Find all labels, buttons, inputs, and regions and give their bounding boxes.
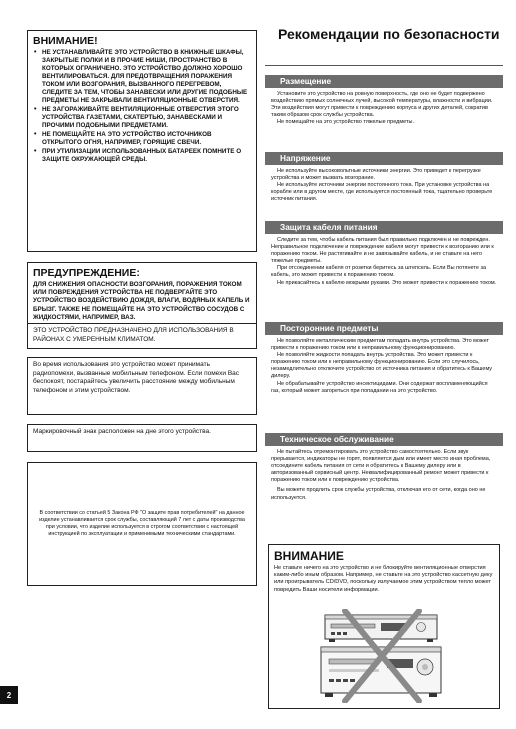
section-paragraph: Не пытайтесь отремонтировать это устройство самостоятельно. Если звук прерывается, индикаторы не горят, появляется дым или имеет место иная проблема, отсоедините кабель питания от сети и обратитесь к Вашему дилеру или в авторизованный сервисный центр. Неквалифицированный ремонт может привести к поражению током или к повреждению устройства. [271,449,491,484]
warning-box [27,30,257,252]
section-paragraph: Установите это устройство на ровную поверхность, где оно не будет подвержено воздействию прямых солнечных лучей, высокой температуры, влажности и вибрации. Эти воздействия могут привести к повреждению корпуса и других деталей, сократив таким образом срок службы устройства. [271,91,493,119]
service-life-text: В соответствии со статьей 5 Закона РФ "О защите прав потребителей" на данное изделие устанавливается срок службы, составляющий 7 лет с даты производства при условии, что изделие используется в строгом соответствии с настоящей инструкцией по эксплуатации и применимыми техническими стандартами. [39,509,245,538]
section-paragraph: Следите за тем, чтобы кабель питания был правильно подключен и не поврежден. Неправильное подключение и повреждение кабеля могут привести к возгоранию или к поражению током. Не растягивайте и не завязывайте кабель, и не ставьте на него тяжелые предметы. [271,237,494,265]
warning-item: • ПРИ УТИЛИЗАЦИИ ИСПОЛЬЗОВАННЫХ БАТАРЕЕК ПОМНИТЕ О ЗАЩИТЕ ОКРУЖАЮЩЕЙ СРЕДЫ. [33,148,251,164]
page-number: 2 [0,686,18,704]
section-heading: Посторонние предметы [265,322,503,335]
radio-interference-text: Во время использования это устройство может принимать радиопомехи, вызванные мобильным телефоном. Если помехи Вас беспокоят, постарайтесь увеличить расстояние между мобильным телефоном и этим устройством. [33,361,240,394]
warning-item: • НЕ УСТАНАВЛИВАЙТЕ ЭТО УСТРОЙСТВО В КНИЖНЫЕ ШКАФЫ, ЗАКРЫТЫЕ ПОЛКИ И В ПРОЧИЕ НИШИ, ПРОСТРАНСТВО В КОТОРЫХ ОГРАНИЧЕНО. ЭТО УСТРОЙСТВО ДОЛЖНО ХОРОШО ВЕНТИЛИРОВАТЬСЯ. ДЛЯ ПРЕДОТВРАЩЕНИЯ ПОРАЖЕНИЯ ТОКОМ ИЛИ ВОЗГОРАНИЯ, ВЫЗВАННОГО ПЕРЕГРЕВОМ, СЛЕДИТЕ ЗА ТЕМ, ЧТОБЫ ЗАНАВЕСКИ ИЛИ ДРУГИЕ ПОДОБНЫЕ ПРЕДМЕТЫ НЕ ЗАКРЫВАЛИ ВЕНТИЛЯЦИОННЫЕ ОТВЕРСТИЯ. [33,49,251,105]
warning-item: • НЕ ПОМЕЩАЙТЕ НА ЭТО УСТРОЙСТВО ИСТОЧНИКОВ ОТКРЫТОГО ОГНЯ, НАПРИМЕР, ГОРЯЩИЕ СВЕЧИ. [33,131,251,147]
attention-box [268,544,500,709]
caution-title: ПРЕДУПРЕЖДЕНИЕ: [33,267,140,279]
section-paragraph: При отсоединении кабеля от розетки беритесь за штепсель. Если Вы потянете за кабель, это может привести к поражению током. [271,265,487,279]
attention-text: Не ставьте ничего на это устройство и не блокируйте вентиляционные отверстия каким-либо иным образом. Например, не ставьте на это устройство кассетную деку или проигрыватель CD/DVD, поскольку излучаемое этим устройством тепло может повредить Ваши носители информации. [274,565,493,593]
section-paragraph: Не используйте высоковольтные источники энергии. Это приведет к перегрузке устройства и может вызвать возгорание. [271,168,481,182]
section-foreign-objects [265,322,503,395]
section-paragraph: Не прикасайтесь к кабелю мокрыми руками. Это может привести к поражению током. [277,279,497,286]
caution-text: ДЛЯ СНИЖЕНИЯ ОПАСНОСТИ ВОЗГОРАНИЯ, ПОРАЖЕНИЯ ТОКОМ ИЛИ ПОВРЕЖДЕНИЯ УСТРОЙСТВА НЕ ПОДВЕРГАЙТЕ ЭТО УСТРОЙСТВО ВОЗДЕЙСТВИЮ ДОЖДЯ, ВЛАГИ, ВОДЯНЫХ КАПЕЛЬ И БРЫЗГ. ТАКЖЕ НЕ ПОМЕЩАЙТЕ НА ЭТО УСТРОЙСТВО СОСУДОВ С ЖИДКОСТЯМИ, НАПРИМЕР, ВАЗ. [33,281,250,321]
section-heading: Напряжение [265,152,503,165]
section-heading: Техническое обслуживание [265,433,503,446]
section-heading: Размещение [265,75,503,88]
climate-notice-box [27,323,257,349]
section-paragraph: Не помещайте на это устройство тяжелые предметы. [277,119,414,126]
title-divider [265,65,503,66]
attention-title: ВНИМАНИЕ [274,549,344,563]
section-power-cable [265,221,503,287]
section-paragraph: Не используйте источники энергии постоянного тока. При установке устройства на корабле или в другом месте, где используется постоянный тока, тщательно проверьте источник питания. [271,182,493,203]
section-paragraph: Не обрабатывайте устройство инсектицидами. Они содержат воспламеняющийся газ, который может загореться при попадании на это устройство. [271,380,488,394]
top-device-icon [325,615,437,642]
radio-interference-box [27,357,257,415]
section-paragraph: Вы можете продлить срок службы устройства, отключая его от сети, когда оно не используется. [271,487,486,501]
section-maintenance [265,433,503,502]
section-voltage [265,152,503,203]
section-heading: Защита кабеля питания [265,221,503,234]
service-life-box [27,462,257,586]
section-placement [265,75,503,126]
section-paragraph: Не позволяйте жидкости попадать внутрь устройства. Это может привести к поражению током или к неправильному функционированию. Если это случилось, незамедлительно отключите устройство от источника питания и обратитесь к Вашему дилеру. [271,352,493,380]
warning-list [33,49,251,164]
marking-notice-box [27,424,257,452]
section-paragraph: Не позволяйте металлическим предметам попадать внутрь устройства. Это может привести к поражению током или к неправильному функционированию. [271,338,490,352]
climate-notice-text: ЭТО УСТРОЙСТВО ПРЕДНАЗНАЧЕНО ДЛЯ ИСПОЛЬЗОВАНИЯ В РАЙОНАХ С УМЕРЕННЫМ КЛИМАТОМ. [33,327,234,343]
marking-notice-text: Маркировочный знак расположен на дне этого устройства. [33,428,211,435]
stacked-devices-illustration [317,609,445,703]
warning-title: ВНИМАНИЕ! [33,35,98,47]
page-title: Рекомендации по безопасности [278,26,500,42]
warning-item: • НЕ ЗАГОРАЖИВАЙТЕ ВЕНТИЛЯЦИОННЫЕ ОТВЕРСТИЯ ЭТОГО УСТРОЙСТВА ГАЗЕТАМИ, СКАТЕРТЬЮ, ЗАНАВЕСКАМИ И ПРОЧИМИ ПОДОБНЫМИ ПРЕДМЕТАМИ. [33,106,251,130]
